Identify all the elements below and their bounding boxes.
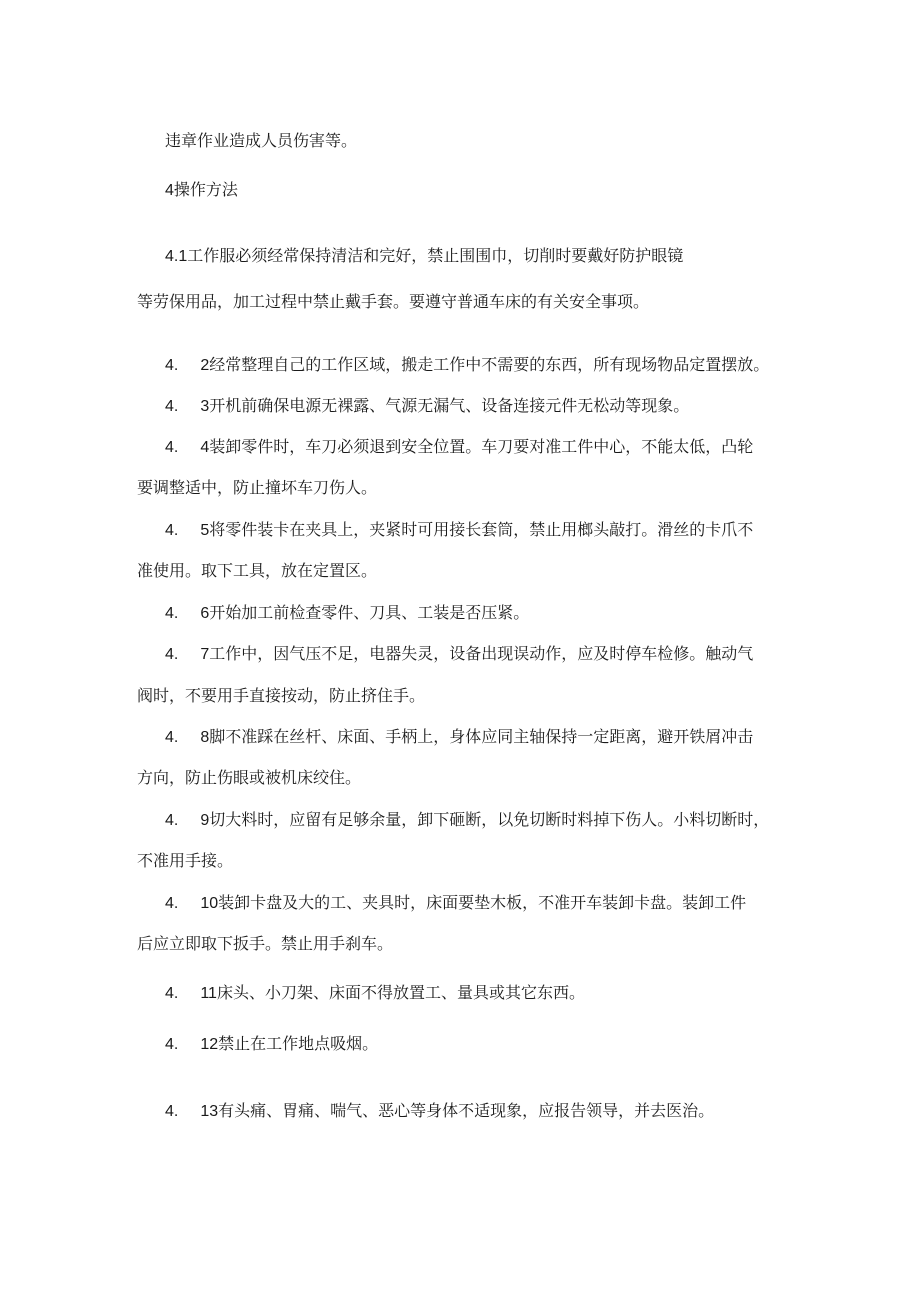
clause-number-prefix: 4.	[165, 895, 179, 912]
section-title: 操作方法	[173, 180, 238, 199]
clause-number-suffix: 10	[200, 895, 219, 912]
clause-text: 等劳保用品，加工过程中禁止戴手套。要遵守普通车床的有关安全事项。	[137, 292, 650, 311]
clause-text: 脚不准踩在丝杆、床面、手柄上，身体应同主轴保持一定距离，避开铁屑冲击	[209, 727, 754, 746]
clause-text: 要调整适中，防止撞坏车刀伤人。	[137, 478, 378, 497]
clause-text: 方向，防止伤眼或被机床绞住。	[137, 768, 362, 787]
clause-text: 阀时，不要用手直接按动，防止挤住手。	[137, 686, 426, 705]
clause-4-10	[165, 893, 746, 914]
paragraph-line	[165, 131, 357, 151]
clause-text: 后应立即取下扳手。禁止用手刹车。	[137, 934, 394, 953]
clause-text: 准使用。取下工具，放在定置区。	[137, 561, 378, 580]
clause-4-4-continuation	[137, 478, 377, 498]
clause-4-5-continuation	[137, 561, 377, 581]
clause-number-suffix: 9	[200, 812, 210, 829]
clause-4-13	[165, 1101, 714, 1122]
clause-4-8	[165, 727, 753, 748]
clause-4-12	[165, 1034, 378, 1055]
clause-text: 装卸卡盘及大的工、夹具时，床面要垫木板，不准开车装卸卡盘。装卸工件	[218, 893, 747, 912]
clause-number-suffix: 7	[200, 646, 210, 663]
clause-4-5	[165, 520, 753, 541]
clause-number-prefix: 4.	[165, 1103, 179, 1120]
clause-number-prefix: 4.	[165, 1036, 179, 1053]
clause-number-prefix: 4.	[165, 985, 179, 1002]
clause-text: 工作服必须经常保持清洁和完好，禁止围围巾，切削时要戴好防护眼镜	[187, 246, 684, 265]
clause-4-11	[165, 983, 585, 1004]
clause-number-suffix: 12	[200, 1036, 219, 1053]
clause-4-4	[165, 437, 753, 458]
clause-text: 装卸零件时，车刀必须退到安全位置。车刀要对准工件中心，不能太低，凸轮	[209, 437, 754, 456]
clause-text: 将零件装卡在夹具上，夹紧时可用接长套筒，禁止用榔头敲打。滑丝的卡爪不	[209, 520, 754, 539]
clause-text: 经常整理自己的工作区域，搬走工作中不需要的东西，所有现场物品定置摆放。	[209, 355, 770, 374]
clause-4-9-continuation	[137, 851, 233, 871]
section-number: 4	[165, 182, 174, 199]
clause-4-10-continuation	[137, 934, 393, 954]
section-heading	[165, 180, 238, 201]
clause-number-suffix: 13	[200, 1103, 219, 1120]
clause-4-7	[165, 644, 753, 665]
clause-number-prefix: 4.	[165, 729, 179, 746]
clause-4-1-continuation	[137, 292, 649, 312]
clause-text: 禁止在工作地点吸烟。	[218, 1034, 379, 1053]
clause-text: 切大料时，应留有足够余量，卸下砸断，以免切断时料掉下伤人。小料切断时，	[209, 810, 770, 829]
clause-number-suffix: 11	[200, 985, 217, 1002]
clause-number-prefix: 4.	[165, 646, 179, 663]
clause-text: 工作中，因气压不足，电器失灵，设备出现误动作，应及时停车检修。触动气	[209, 644, 754, 663]
clause-text: 开机前确保电源无裸露、气源无漏气、设备连接元件无松动等现象。	[209, 396, 690, 415]
clause-number-prefix: 4.	[165, 398, 179, 415]
clause-text: 开始加工前检查零件、刀具、工装是否压紧。	[209, 603, 530, 622]
clause-number-suffix: 2	[200, 357, 210, 374]
clause-4-8-continuation	[137, 768, 361, 788]
clause-number-prefix: 4.	[165, 812, 179, 829]
clause-number-prefix: 4.	[165, 605, 179, 622]
clause-number-prefix: 4.	[165, 357, 179, 374]
clause-4-7-continuation	[137, 686, 425, 706]
clause-number-prefix: 4.	[165, 439, 179, 456]
clause-4-9	[165, 810, 769, 831]
clause-4-2	[165, 355, 769, 376]
clause-number-suffix: 6	[200, 605, 210, 622]
clause-text: 有头痛、胃痛、喘气、恶心等身体不适现象，应报告领导，并去医治。	[218, 1101, 715, 1120]
clause-text: 床头、小刀架、床面不得放置工、量具或其它东西。	[216, 983, 585, 1002]
clause-4-6	[165, 603, 529, 624]
paragraph-text: 违章作业造成人员伤害等。	[165, 131, 358, 150]
clause-number-suffix: 5	[200, 522, 210, 539]
clause-number-suffix: 4	[200, 439, 210, 456]
clause-number-suffix: 8	[200, 729, 210, 746]
clause-number-suffix: 3	[200, 398, 210, 415]
clause-text: 不准用手接。	[137, 851, 234, 870]
clause-4-3	[165, 396, 689, 417]
clause-number-prefix: 4.	[165, 522, 179, 539]
clause-4-1	[165, 246, 683, 267]
clause-number: 4.1	[165, 248, 188, 265]
